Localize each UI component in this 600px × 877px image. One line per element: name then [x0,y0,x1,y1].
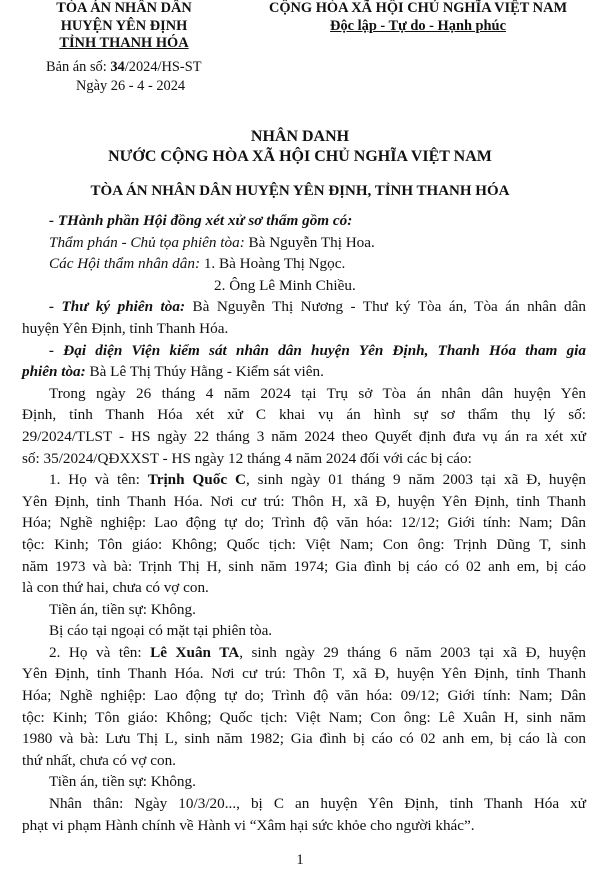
defendant-2-record: Tiền án, tiền sự: Không. [49,773,196,791]
trial-line-4: số: 35/2024/QĐXXST - HS ngày 12 tháng 4 năm 2024 đối với các bị cáo: [22,449,472,467]
clerk-line-2: huyện Yên Định, tỉnh Thanh Hóa. [22,319,229,337]
panel-heading: - THành phần Hội đồng xét xử sơ thẩm gồm có: [49,212,353,229]
defendant-2-line-1: 2. Họ và tên: Lê Xuân TA, sinh ngày 29 tháng 6 năm 2003 tại xã Đ, huyện [49,643,586,661]
court-name-line1: TÒA ÁN NHÂN DÂN [56,0,192,16]
procuracy-line-2: phiên tòa: Bà Lê Thị Thúy Hằng - Kiểm sát viên. [22,363,324,381]
court-name-line2: HUYỆN YÊN ĐỊNH [60,17,188,34]
defendant-2-line-3: Hóa; Nghề nghiệp: Lao động tự do; Trình độ văn hóa: 09/12; Giới tính: Nam; Dân [22,687,586,705]
defendant-1-record: Tiền án, tiền sự: Không. [49,600,196,618]
case-number-line: Bản án số: 34/2024/HS-ST [46,59,202,75]
defendant-2-history-1: Nhân thân: Ngày 10/3/20..., bị C an huyện Yên Định, tỉnh Thanh Hóa xử [49,795,586,813]
trial-line-3: 29/2024/TLST - HS ngày 22 tháng 3 năm 2024 theo Quyết định đưa vụ án ra xét xử [22,427,586,445]
defendant-1-line-3: Hóa; Nghề nghiệp: Lao động tự do; Trình độ văn hóa: 12/12; Giới tính: Nam; Dân [22,514,586,532]
defendant-2-line-2: Yên Định, tỉnh Thanh Hóa. Nơi cư trú: Thôn T, xã Đ, huyện Yên Định, tỉnh Thanh [22,665,586,683]
page-number: 1 [296,852,304,868]
title-court: TÒA ÁN NHÂN DÂN HUYỆN YÊN ĐỊNH, TỈNH THANH HÓA [90,183,510,199]
nation-motto: Độc lập - Tự do - Hạnh phúc [330,17,506,34]
court-header [18,0,230,53]
defendant-1-line-4: tộc: Kinh; Tôn giáo: Không; Quốc tịch: Việt Nam; Con ông: Trịnh Dũng T, sinh [22,535,586,553]
case-number: 34 [110,59,125,75]
procuracy-line: - Đại diện Viện kiểm sát nhân dân huyện Yên Định, Thanh Hóa tham gia [49,341,586,359]
nation-title: CỘNG HÒA XÃ HỘI CHỦ NGHĨA VIỆT NAM [268,0,568,16]
case-date: Ngày 26 - 4 - 2024 [76,78,186,94]
defendant-2-line-4: tộc: Kinh; Tôn giáo: Không; Quốc tịch: Việt Nam; Con ông: Lê Xuân H, sinh năm [22,708,586,726]
title-in-the-name: NHÂN DANH [250,128,350,145]
assessor-2-line: 2. Ông Lê Minh Chiều. [214,276,356,294]
defendant-1-line-5: năm 1973 và bà: Trịnh Thị H, sinh năm 1974; Gia đình bị cáo có 02 anh em, bị cáo [22,557,586,575]
defendant-2-history-2: phạt vi phạm Hành chính về Hành vi “Xâm hại sức khỏe cho người khác”. [22,816,475,834]
defendant-1-line-2: Yên Định, tỉnh Thanh Hóa. Nơi cư trú: Thôn H, xã Đ, huyện Yên Định, tỉnh Thanh [22,492,586,510]
defendant-1-line-6: là con thứ hai, chưa có vợ con. [22,579,209,597]
court-name-line3: TỈNH THANH HÓA [59,35,189,51]
case-meta [46,58,202,96]
trial-line-2: Định, tỉnh Thanh Hóa xét xử C khai vụ án hình sự sơ thẩm thụ lý số: [22,406,586,424]
nation-header [248,0,588,35]
title-nation: NƯỚC CỘNG HÒA XÃ HỘI CHỦ NGHĨA VIỆT NAM [108,148,492,165]
document-body [22,210,586,836]
defendant-2-name: Lê Xuân TA [150,643,240,661]
defendant-1-name: Trịnh Quốc C [147,471,246,489]
defendant-2-line-5: 1980 và bà: Lưu Thị L, sinh năm 1982; Gia đình bị cáo có 02 anh em, bị cáo là con [22,730,586,748]
defendant-1-status: Bị cáo tại ngoại có mặt tại phiên tòa. [49,622,273,640]
judge-line: Thẩm phán - Chủ tọa phiên tòa: Bà Nguyễn Thị Hoa. [49,233,375,251]
assessors-line: Các Hội thẩm nhân dân: 1. Bà Hoàng Thị Ngọc. [49,255,346,273]
defendant-2-line-6: thứ nhất, chưa có vợ con. [22,751,176,769]
trial-line-1: Trong ngày 26 tháng 4 năm 2024 tại Trụ sở Tòa án nhân dân huyện Yên [49,384,586,402]
defendant-1-line-1: 1. Họ và tên: Trịnh Quốc C, sinh ngày 01 tháng 9 năm 2003 tại xã Đ, huyện [49,471,587,489]
clerk-line: - Thư ký phiên tòa: Bà Nguyễn Thị Nương - Thư ký Tòa án, Tòa án nhân dân [49,298,586,316]
